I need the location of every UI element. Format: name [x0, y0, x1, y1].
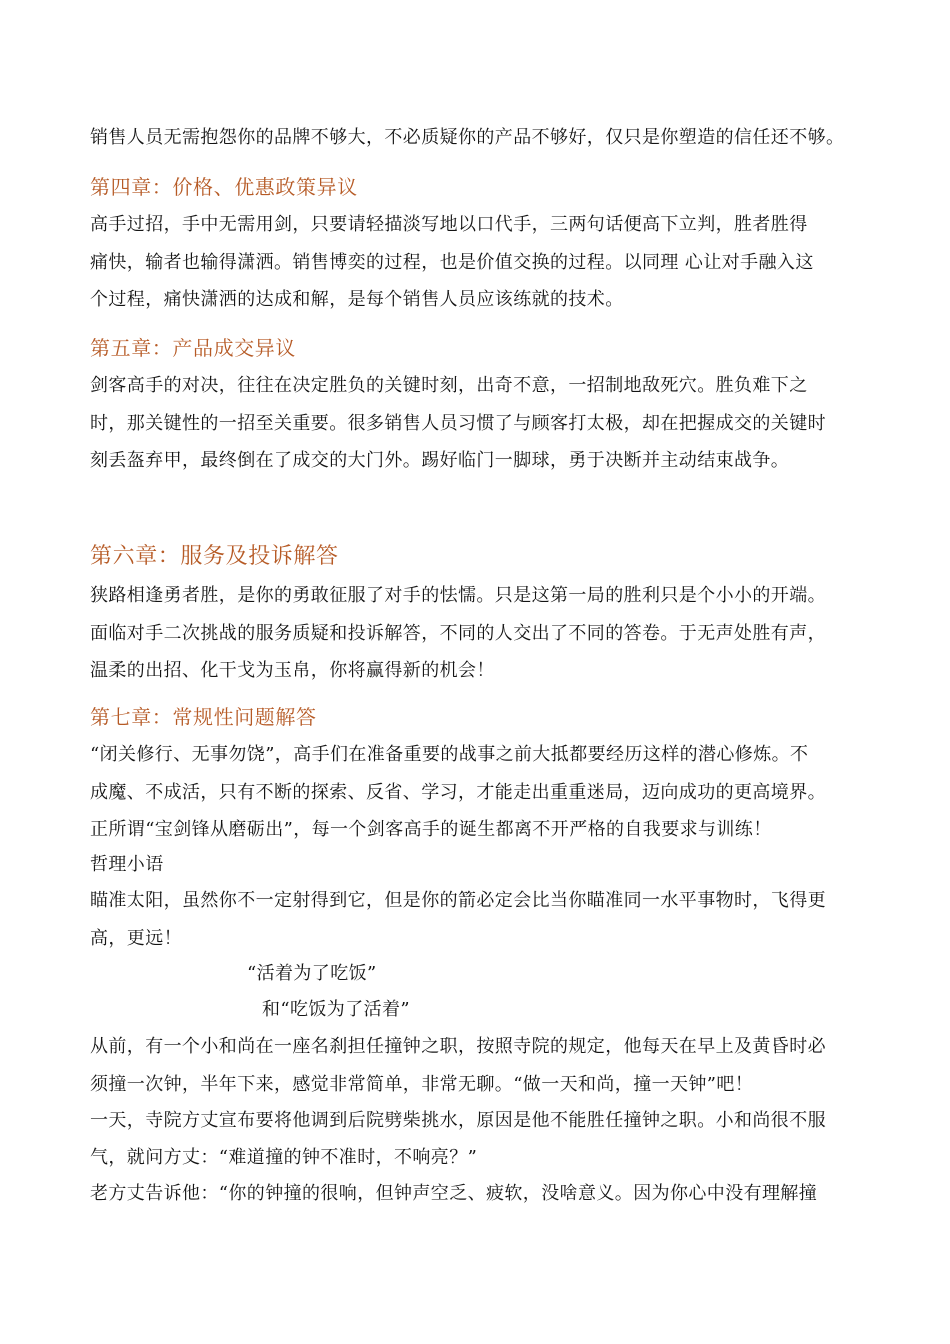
story-title-line-2: 和“吃饭为了活着” — [262, 999, 411, 1020]
philosophy-label: 哲理小语 — [90, 854, 164, 875]
chapter-7-heading: 第七章：常规性问题解答 — [90, 705, 317, 729]
chapter-4-line-1: 高手过招，手中无需用剑，只要请轻描淡写地以口代手，三两句话便高下立判，胜者胜得 — [90, 214, 808, 235]
story-line-1: 从前，有一个小和尚在一座名刹担任撞钟之职，按照寺院的规定，他每天在早上及黄昏时必 — [90, 1036, 826, 1057]
philosophy-line-1: 瞄准太阳，虽然你不一定射得到它，但是你的箭必定会比当你瞄准同一水平事物时，飞得更 — [90, 890, 826, 911]
chapter-6-line-3: 温柔的出招、化干戈为玉帛，你将赢得新的机会！ — [90, 660, 495, 681]
story-line-4: 气，就问方丈：“难道撞的钟不准时，不响亮？” — [90, 1147, 478, 1168]
chapter-5-line-3: 刻丢盔弃甲，最终倒在了成交的大门外。踢好临门一脚球，勇于决断并主动结束战争。 — [90, 450, 790, 471]
chapter-6-heading: 第六章：服务及投诉解答 — [90, 544, 339, 569]
chapter-7-line-3: 正所谓“宝剑锋从磨砺出”，每一个剑客高手的诞生都离不开严格的自我要求与训练！ — [90, 819, 772, 840]
story-line-2: 须撞一次钟，半年下来，感觉非常简单，非常无聊。“做一天和尚，撞一天钟”吧！ — [90, 1074, 754, 1095]
story-line-3: 一天，寺院方丈宣布要将他调到后院劈柴挑水，原因是他不能胜任撞钟之职。小和尚很不服 — [90, 1110, 826, 1131]
intro-paragraph: 销售人员无需抱怨你的品牌不够大，不必质疑你的产品不够好，仅只是你塑造的信任还不够。 — [90, 127, 845, 148]
chapter-4-heading: 第四章：价格、优惠政策异议 — [90, 175, 358, 199]
story-line-5: 老方丈告诉他：“你的钟撞的很响，但钟声空乏、疲软，没啥意义。因为你心中没有理解撞 — [90, 1183, 818, 1204]
story-title-line-1: “活着为了吃饭” — [247, 963, 377, 984]
chapter-6-line-1: 狭路相逢勇者胜，是你的勇敢征服了对手的怯懦。只是这第一局的胜利只是个小小的开端。 — [90, 585, 826, 606]
philosophy-line-2: 高，更远！ — [90, 928, 182, 949]
chapter-5-line-1: 剑客高手的对决，往往在决定胜负的关键时刻，出奇不意，一招制地敌死穴。胜负难下之 — [90, 375, 808, 396]
chapter-6-line-2: 面临对手二次挑战的服务质疑和投诉解答，不同的人交出了不同的答卷。于无声处胜有声， — [90, 623, 826, 644]
chapter-5-heading: 第五章：产品成交异议 — [90, 336, 296, 360]
chapter-4-line-2: 痛快，输者也输得潇洒。销售博奕的过程，也是价值交换的过程。以同理 心让对手融入这 — [90, 252, 814, 273]
chapter-4-line-3: 个过程，痛快潇洒的达成和解，是每个销售人员应该练就的技术。 — [90, 289, 624, 310]
chapter-7-line-2: 成魔、不成活，只有不断的探索、反省、学习，才能走出重重迷局，迈向成功的更高境界。 — [90, 782, 826, 803]
chapter-7-line-1: “闭关修行、无事勿饶”，高手们在准备重要的战事之前大抵都要经历这样的潜心修炼。不 — [90, 744, 809, 765]
chapter-5-line-2: 时，那关键性的一招至关重要。很多销售人员习惯了与顾客打太极，却在把握成交的关键时 — [90, 413, 826, 434]
